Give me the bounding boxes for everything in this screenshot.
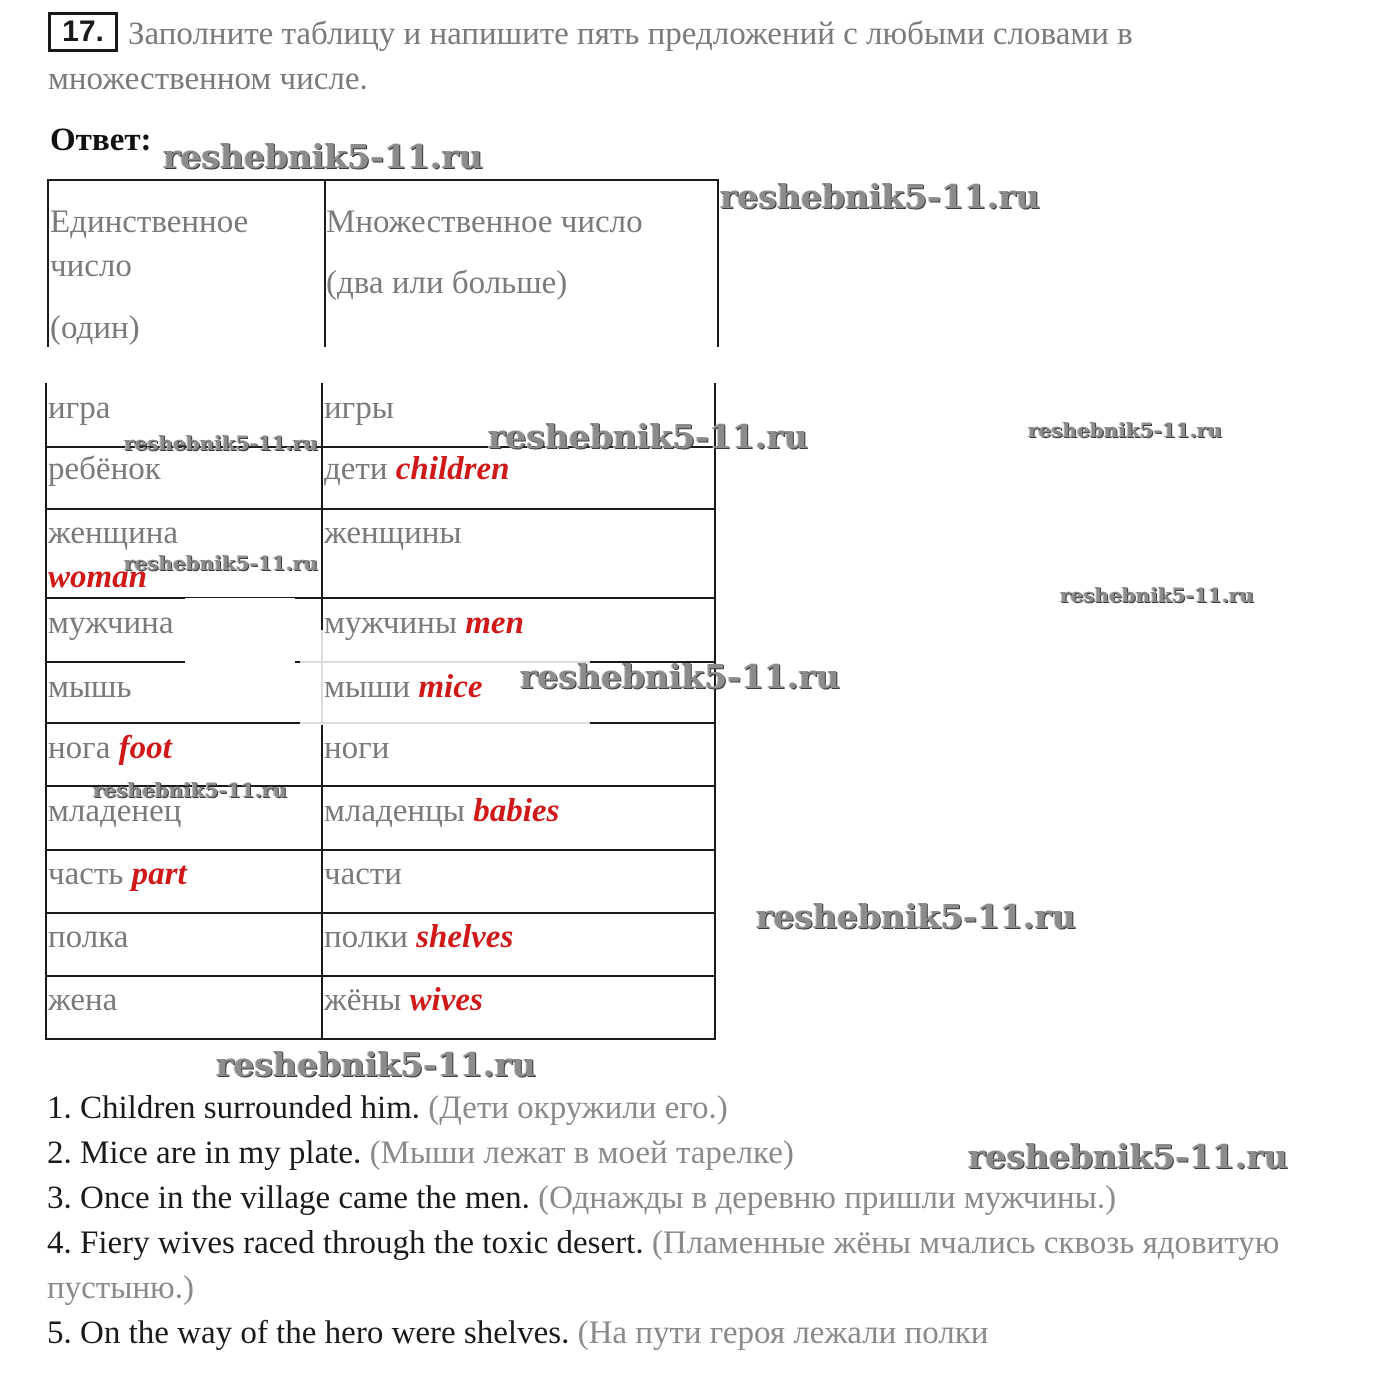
table-row-2-singular: ребёнок — [48, 451, 161, 487]
header-plural-line1: Множественное число — [326, 204, 643, 240]
table-row-6-singular: нога foot — [48, 730, 172, 766]
watermark: reshebnik5-11.ru — [124, 431, 318, 455]
watermark: reshebnik5-11.ru — [216, 1045, 536, 1084]
watermark: reshebnik5-11.ru — [163, 137, 483, 176]
sentence-5: 5. On the way of the hero were shelves. (На пути героя лежали полки — [47, 1315, 989, 1351]
table-row-10-plural: жёны wives — [324, 982, 483, 1018]
table-row-3-singular-en: woman — [48, 559, 148, 595]
watermark: reshebnik5-11.ru — [520, 657, 840, 696]
task-number-badge: 17. — [48, 12, 118, 52]
table-row-10-plural-en: wives — [409, 982, 483, 1018]
table-row-8-singular-en: part — [131, 856, 187, 892]
header-singular-line2: число — [50, 248, 132, 284]
table-row-7-singular: младенец — [48, 793, 182, 829]
table-row-2-plural: дети children — [324, 451, 510, 487]
table-row-3-plural: женщины — [324, 515, 462, 551]
watermark: reshebnik5-11.ru — [93, 778, 287, 802]
table-row-5-plural-en: mice — [418, 669, 483, 705]
sentence-4: 4. Fiery wives raced through the toxic desert. (Пламенные жёны мчались сквозь ядовитую пустыню.) — [47, 1225, 1280, 1306]
table-row-1-plural: игры — [324, 390, 394, 426]
watermark: reshebnik5-11.ru — [756, 897, 1076, 936]
table-row-7-plural-en: babies — [473, 793, 560, 829]
watermark: reshebnik5-11.ru — [1060, 583, 1254, 607]
sentence-2: 2. Mice are in my plate. (Мыши лежат в моей тарелке) — [47, 1135, 794, 1171]
table-row-6-singular-en: foot — [118, 730, 172, 766]
table-row-6-plural: ноги — [324, 730, 390, 766]
answer-label: Ответ: — [50, 122, 152, 158]
table-row-2-plural-en: children — [395, 451, 510, 487]
table-row-9-plural: полки shelves — [324, 919, 514, 955]
table-row-8-singular: часть part — [48, 856, 187, 892]
table-row-5-plural: мыши mice — [324, 669, 483, 705]
table-row-4-plural-en: men — [465, 605, 524, 641]
table-row-4-singular: мужчина — [48, 605, 174, 641]
header-plural-line2: (два или больше) — [326, 265, 568, 301]
table-row-10-singular: жена — [48, 982, 118, 1018]
table-row-8-plural: части — [324, 856, 402, 892]
table-row-5-singular: мышь — [48, 669, 132, 705]
watermark: reshebnik5-11.ru — [1028, 418, 1222, 442]
watermark: reshebnik5-11.ru — [124, 551, 318, 575]
sentence-3: 3. Once in the village came the men. (Однажды в деревню пришли мужчины.) — [47, 1180, 1117, 1216]
table-row-9-singular: полка — [48, 919, 129, 955]
table-row-1-singular: игра — [48, 390, 111, 426]
table-row-7-plural: младенцы babies — [324, 793, 560, 829]
header-singular-line3: (один) — [50, 310, 140, 346]
watermark: reshebnik5-11.ru — [720, 177, 1040, 216]
watermark: reshebnik5-11.ru — [968, 1137, 1288, 1176]
table-row-9-plural-en: shelves — [416, 919, 514, 955]
sentence-1: 1. Children surrounded him. (Дети окружили его.) — [47, 1090, 728, 1126]
table-row-3-singular: женщина — [48, 515, 179, 551]
task-text: Заполните таблицу и напишите пять предложений с любыми словами в множественном числе. — [48, 16, 1133, 97]
watermark: reshebnik5-11.ru — [488, 417, 808, 456]
header-singular-line1: Единственное — [50, 204, 249, 240]
table-row-4-plural: мужчины men — [324, 605, 524, 641]
